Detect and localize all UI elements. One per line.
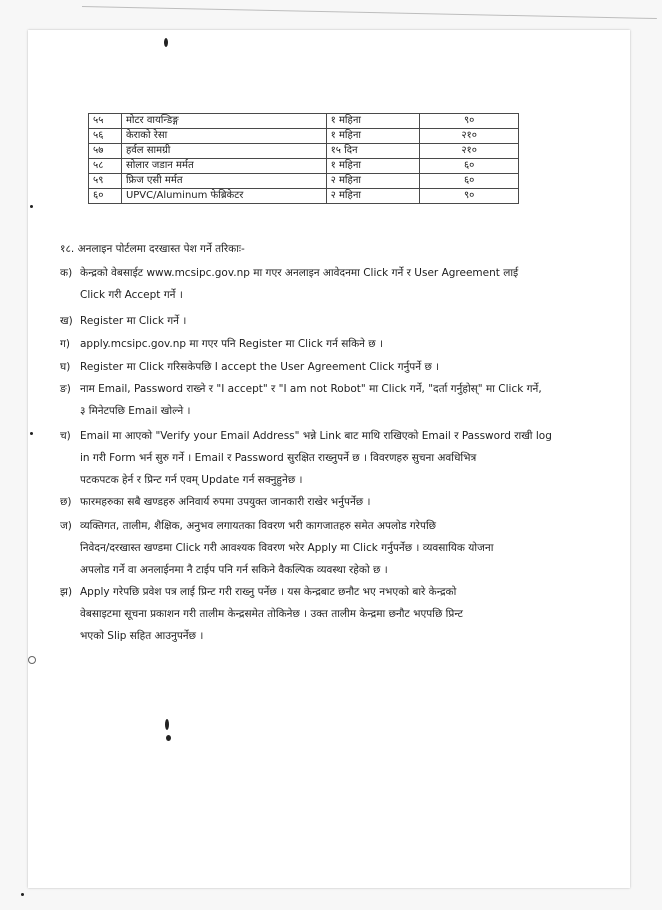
step-text: Apply गरेपछि प्रवेश पत्र लाई प्रिन्ट गरी राख्नु पर्नेछ । यस केन्द्रबाट छनौट भए नभएको बारे केन्द्रको [80, 586, 457, 598]
course-number: ५५ [89, 114, 122, 129]
course-name: हर्वल सामग्री [121, 144, 326, 159]
scan-speck [165, 719, 169, 730]
table-row [89, 114, 519, 129]
step-text-continued: in गरी Form भर्न सुरु गर्ने । Email र Password सुरक्षित राख्नुपर्ने छ । विवरणहरु सुचना अवधिभित्र [80, 452, 477, 464]
step-text: apply.mcsipc.gov.np मा गएर पनि Register मा Click गर्न सकिने छ । [80, 338, 383, 350]
step-text: नाम Email, Password राख्ने र "I accept" र "I am not Robot" मा Click गर्ने, "दर्ता गर्नुहोस्" मा Click गर्ने, [80, 383, 542, 395]
punch-hole-mark [28, 656, 36, 664]
course-name: फ्रिज एसी मर्मत [121, 174, 326, 189]
course-duration: १ महिना [326, 159, 420, 174]
step-text-continued: पटकपटक हेर्न र प्रिन्ट गर्न एवम् Update गर्न सक्नुहुनेछ । [80, 474, 303, 486]
course-amount: २१० [420, 144, 519, 159]
step-label: ङ) [60, 383, 71, 395]
course-table-body [89, 114, 519, 204]
step-text-continued: भएको Slip सहित आउनुपर्नेछ । [80, 630, 204, 642]
scan-speck [21, 893, 24, 896]
course-number: ५८ [89, 159, 122, 174]
course-table [88, 113, 519, 204]
step-label: क) [60, 267, 73, 279]
step-jha [60, 581, 576, 647]
step-chha [60, 491, 576, 513]
step-text: Register मा Click गर्ने । [80, 315, 187, 327]
step-text: केन्द्रको वेबसाईट www.mcsipc.gov.np मा गएर अनलाइन आवेदनमा Click गर्ने र User Agreement लाई [80, 267, 519, 279]
scan-speck [164, 38, 168, 47]
course-name: सोलार जडान मर्मत [121, 159, 326, 174]
course-amount: ९० [420, 189, 519, 204]
step-nga [60, 378, 576, 422]
table-row [89, 159, 519, 174]
step-label: ग) [60, 338, 71, 350]
course-name: UPVC/Aluminum फेब्रिकेटर [121, 189, 326, 204]
course-name: मोटर वायन्डिङ्ग [121, 114, 326, 129]
course-duration: २ महिना [326, 189, 420, 204]
step-ja [60, 515, 576, 581]
step-ga [60, 333, 576, 355]
course-number: ५६ [89, 129, 122, 144]
course-number: ६० [89, 189, 122, 204]
step-text-continued: वेबसाइटमा सूचना प्रकाशन गरी तालीम केन्द्रसमेत तोकिनेछ । उक्त तालीम केन्द्रमा छनौट भएपछि प्रिन्ट [80, 608, 463, 620]
table-row [89, 144, 519, 159]
course-amount: ९० [420, 114, 519, 129]
step-label: छ) [60, 496, 72, 508]
step-gha [60, 356, 576, 378]
course-amount: ६० [420, 174, 519, 189]
table-row [89, 129, 519, 144]
step-text-continued: Click गरी Accept गर्ने । [80, 289, 183, 301]
table-row [89, 174, 519, 189]
table-row [89, 189, 519, 204]
step-ka [60, 262, 576, 306]
scan-speck [166, 735, 171, 741]
course-duration: १५ दिन [326, 144, 420, 159]
step-text: Email मा आएको "Verify your Email Address" भन्ने Link बाट माथि राखिएको Email र Password राखी log [80, 430, 552, 442]
course-number: ५९ [89, 174, 122, 189]
course-amount: २१० [420, 129, 519, 144]
scan-speck [30, 432, 33, 435]
step-label: च) [60, 430, 71, 442]
step-text-continued: अपलोड गर्ने वा अनलाईनमा नै टाईप पनि गर्न सकिने वैकल्पिक व्यवस्था रहेको छ । [80, 564, 388, 576]
course-duration: २ महिना [326, 174, 420, 189]
step-text-continued: निवेदन/दरखास्त खण्डमा Click गरी आवश्यक विवरण भरेर Apply मा Click गर्नुपर्नेछ । व्यवसायिक योजना [80, 542, 494, 554]
section-heading: १८. अनलाइन पोर्टलमा दरखास्त पेश गर्ने तरिकाः- [60, 243, 245, 255]
step-text-continued: ३ मिनेटपछि Email खोल्ने । [80, 405, 191, 417]
step-kha [60, 310, 576, 332]
step-text: Register मा Click गरिसकेपछि I accept the User Agreement Click गर्नुपर्ने छ । [80, 361, 440, 373]
course-number: ५७ [89, 144, 122, 159]
step-label: झ) [60, 586, 73, 598]
course-amount: ६० [420, 159, 519, 174]
course-name: केराको रेसा [121, 129, 326, 144]
scan-speck [30, 205, 33, 208]
step-label: ज) [60, 520, 72, 532]
step-label: घ) [60, 361, 71, 373]
step-label: ख) [60, 315, 73, 327]
step-cha [60, 425, 576, 491]
course-duration: १ महिना [326, 129, 420, 144]
step-text: फारमहरुका सबै खण्डहरु अनिवार्य रुपमा उपयुक्त जानकारी राखेर भर्नुपर्नेछ । [80, 496, 371, 508]
step-text: व्यक्तिगत, तालीम, शैक्षिक, अनुभव लगायतका विवरण भरी कागजातहरु समेत अपलोड गरेपछि [80, 520, 437, 532]
course-duration: १ महिना [326, 114, 420, 129]
